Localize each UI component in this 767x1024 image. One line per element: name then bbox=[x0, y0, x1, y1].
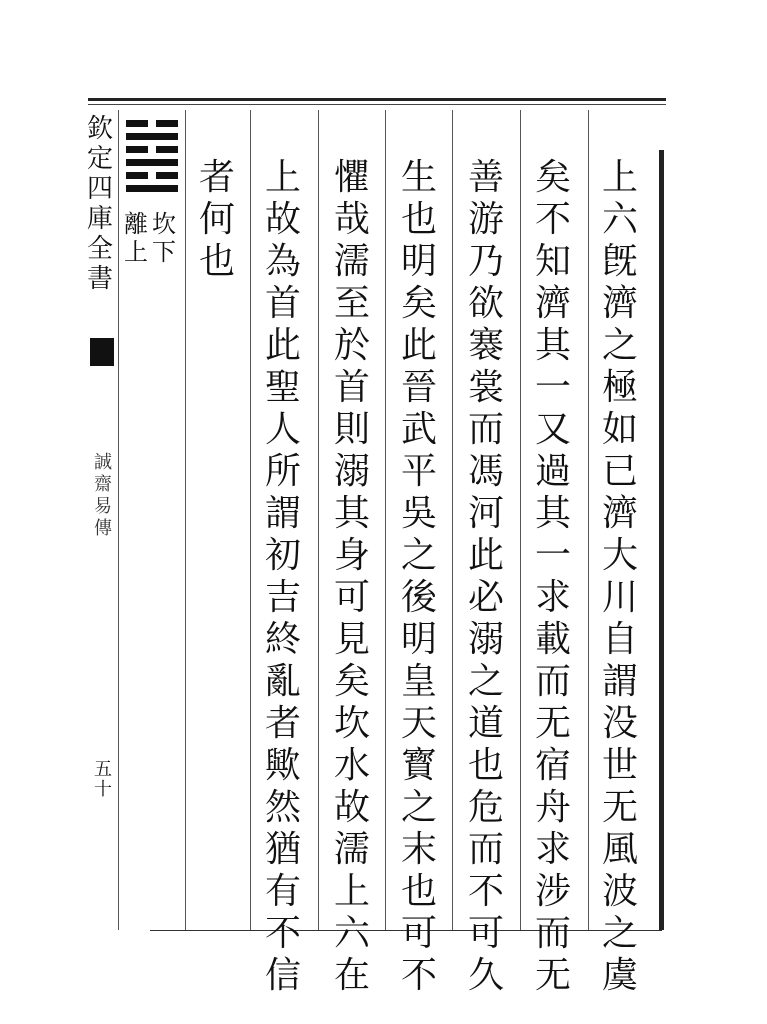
glyph: 見 bbox=[333, 619, 370, 660]
glyph: 不 bbox=[534, 199, 571, 240]
glyph: 旣 bbox=[601, 241, 638, 282]
glyph: 其 bbox=[534, 325, 571, 366]
glyph: 上 bbox=[601, 157, 638, 198]
column-divider bbox=[520, 110, 521, 930]
glyph: 定 bbox=[86, 144, 113, 174]
glyph: 人 bbox=[264, 409, 301, 450]
glyph: 溺 bbox=[467, 619, 504, 660]
hexagram-segment bbox=[126, 133, 178, 140]
glyph: 故 bbox=[264, 199, 301, 240]
glyph: 不 bbox=[264, 913, 301, 954]
collection-title bbox=[86, 108, 114, 294]
glyph: 為 bbox=[264, 241, 301, 282]
glyph: 溺 bbox=[333, 451, 370, 492]
glyph: 六 bbox=[333, 913, 370, 954]
hexagram-line-3 bbox=[126, 146, 178, 153]
glyph: 必 bbox=[467, 577, 504, 618]
glyph: 也 bbox=[467, 745, 504, 786]
glyph: 濟 bbox=[534, 283, 571, 324]
glyph: 濡 bbox=[333, 241, 370, 282]
glyph: 猶 bbox=[264, 829, 301, 870]
right-border bbox=[659, 150, 664, 930]
glyph: 此 bbox=[400, 325, 437, 366]
glyph: 一 bbox=[534, 535, 571, 576]
glyph: 求 bbox=[534, 577, 571, 618]
glyph: 平 bbox=[400, 451, 437, 492]
column-divider bbox=[318, 110, 319, 930]
glyph: 馮 bbox=[467, 451, 504, 492]
glyph: 身 bbox=[333, 535, 370, 576]
glyph: 然 bbox=[264, 787, 301, 828]
fish-tail-mark bbox=[90, 338, 114, 366]
column-divider bbox=[185, 110, 186, 930]
glyph: 可 bbox=[467, 913, 504, 954]
glyph: 水 bbox=[333, 745, 370, 786]
glyph: 故 bbox=[333, 787, 370, 828]
glyph: 其 bbox=[534, 493, 571, 534]
column-divider bbox=[588, 110, 589, 930]
glyph: 傳 bbox=[94, 518, 112, 539]
glyph: 而 bbox=[534, 913, 571, 954]
glyph: 裳 bbox=[467, 367, 504, 408]
glyph: 没 bbox=[601, 703, 638, 744]
glyph: 至 bbox=[333, 283, 370, 324]
page-number bbox=[92, 755, 114, 800]
glyph: 末 bbox=[400, 829, 437, 870]
glyph: 誠 bbox=[94, 452, 112, 473]
glyph: 濟 bbox=[601, 493, 638, 534]
hexagram-segment bbox=[156, 172, 178, 179]
column-divider bbox=[452, 110, 453, 930]
glyph: 此 bbox=[264, 325, 301, 366]
glyph: 下 bbox=[152, 238, 176, 266]
glyph: 其 bbox=[333, 493, 370, 534]
glyph: 首 bbox=[333, 367, 370, 408]
glyph: 後 bbox=[400, 577, 437, 618]
glyph: 之 bbox=[467, 661, 504, 702]
glyph: 在 bbox=[333, 955, 370, 996]
glyph: 歟 bbox=[264, 745, 301, 786]
trigram-upper-label bbox=[124, 204, 148, 266]
glyph: 可 bbox=[400, 913, 437, 954]
glyph: 明 bbox=[400, 619, 437, 660]
glyph: 游 bbox=[467, 199, 504, 240]
glyph: 上 bbox=[264, 157, 301, 198]
glyph: 齋 bbox=[94, 474, 112, 495]
glyph: 矣 bbox=[400, 283, 437, 324]
glyph: 宿 bbox=[534, 745, 571, 786]
glyph: 不 bbox=[400, 955, 437, 996]
glyph: 書 bbox=[86, 264, 113, 294]
glyph: 武 bbox=[400, 409, 437, 450]
glyph: 之 bbox=[400, 787, 437, 828]
glyph: 此 bbox=[467, 535, 504, 576]
glyph: 庫 bbox=[86, 204, 113, 234]
glyph: 濟 bbox=[601, 283, 638, 324]
glyph: 而 bbox=[534, 661, 571, 702]
glyph: 所 bbox=[264, 451, 301, 492]
glyph: 无 bbox=[534, 955, 571, 996]
text-column-4 bbox=[398, 157, 440, 1000]
hexagram-segment bbox=[156, 146, 178, 153]
glyph: 亂 bbox=[264, 661, 301, 702]
glyph: 危 bbox=[467, 787, 504, 828]
glyph: 極 bbox=[601, 367, 638, 408]
glyph: 晉 bbox=[400, 367, 437, 408]
hexagram-segment bbox=[126, 172, 148, 179]
glyph: 四 bbox=[86, 174, 113, 204]
text-column-2 bbox=[532, 157, 574, 1000]
glyph: 十 bbox=[94, 779, 112, 800]
glyph: 川 bbox=[601, 577, 638, 618]
glyph: 乃 bbox=[467, 241, 504, 282]
glyph: 舟 bbox=[534, 787, 571, 828]
glyph: 哉 bbox=[333, 199, 370, 240]
glyph: 吉 bbox=[264, 577, 301, 618]
glyph: 上 bbox=[124, 238, 148, 266]
text-column-7 bbox=[196, 157, 238, 286]
glyph: 初 bbox=[264, 535, 301, 576]
glyph: 善 bbox=[467, 157, 504, 198]
glyph: 何 bbox=[198, 199, 235, 240]
glyph: 謂 bbox=[264, 493, 301, 534]
glyph: 道 bbox=[467, 703, 504, 744]
glyph: 有 bbox=[264, 871, 301, 912]
glyph: 又 bbox=[534, 409, 571, 450]
text-column-3 bbox=[465, 157, 507, 1000]
glyph: 濡 bbox=[333, 829, 370, 870]
glyph: 欲 bbox=[467, 283, 504, 324]
glyph: 過 bbox=[534, 451, 571, 492]
hexagram-line-4 bbox=[126, 159, 178, 166]
hexagram-wei-ji-icon bbox=[126, 120, 178, 198]
glyph: 之 bbox=[601, 913, 638, 954]
glyph: 也 bbox=[198, 241, 235, 282]
glyph: 矣 bbox=[534, 157, 571, 198]
glyph: 者 bbox=[264, 703, 301, 744]
glyph: 自 bbox=[601, 619, 638, 660]
glyph: 知 bbox=[534, 241, 571, 282]
column-divider bbox=[385, 110, 386, 930]
glyph: 波 bbox=[601, 871, 638, 912]
glyph: 已 bbox=[601, 451, 638, 492]
glyph: 虞 bbox=[601, 955, 638, 996]
glyph: 易 bbox=[94, 496, 112, 517]
glyph: 天 bbox=[400, 703, 437, 744]
glyph: 則 bbox=[333, 409, 370, 450]
glyph: 矣 bbox=[333, 661, 370, 702]
glyph: 世 bbox=[601, 745, 638, 786]
glyph: 寳 bbox=[400, 745, 437, 786]
glyph: 坎 bbox=[152, 210, 176, 238]
glyph: 而 bbox=[467, 409, 504, 450]
glyph: 无 bbox=[534, 703, 571, 744]
glyph: 終 bbox=[264, 619, 301, 660]
glyph: 風 bbox=[601, 829, 638, 870]
hexagram-segment bbox=[126, 120, 148, 127]
glyph: 載 bbox=[534, 619, 571, 660]
glyph: 而 bbox=[467, 829, 504, 870]
glyph: 也 bbox=[400, 199, 437, 240]
book-title bbox=[92, 448, 114, 539]
glyph: 可 bbox=[333, 577, 370, 618]
glyph: 離 bbox=[124, 210, 148, 238]
glyph: 五 bbox=[94, 759, 112, 780]
glyph: 吳 bbox=[400, 493, 437, 534]
glyph: 明 bbox=[400, 241, 437, 282]
glyph: 者 bbox=[198, 157, 235, 198]
text-column-1 bbox=[599, 157, 641, 1000]
glyph: 於 bbox=[333, 325, 370, 366]
glyph: 大 bbox=[601, 535, 638, 576]
hexagram-segment bbox=[126, 146, 148, 153]
glyph: 全 bbox=[86, 234, 113, 264]
glyph: 之 bbox=[601, 325, 638, 366]
hexagram-line-1 bbox=[126, 120, 178, 127]
glyph: 无 bbox=[601, 787, 638, 828]
glyph: 生 bbox=[400, 157, 437, 198]
top-border-inner bbox=[88, 104, 666, 105]
glyph: 首 bbox=[264, 283, 301, 324]
text-column-5 bbox=[331, 157, 373, 1000]
column-divider bbox=[250, 110, 251, 930]
glyph: 褰 bbox=[467, 325, 504, 366]
glyph: 之 bbox=[400, 535, 437, 576]
glyph: 也 bbox=[400, 871, 437, 912]
glyph: 欽 bbox=[86, 114, 113, 144]
glyph: 求 bbox=[534, 829, 571, 870]
hexagram-line-2 bbox=[126, 133, 178, 140]
hexagram-segment bbox=[126, 159, 178, 166]
glyph: 不 bbox=[467, 871, 504, 912]
trigram-lower-label bbox=[152, 204, 176, 266]
hexagram-line-6 bbox=[126, 185, 178, 192]
glyph: 如 bbox=[601, 409, 638, 450]
glyph: 謂 bbox=[601, 661, 638, 702]
glyph: 坎 bbox=[333, 703, 370, 744]
glyph: 懼 bbox=[333, 157, 370, 198]
hexagram-segment bbox=[126, 185, 178, 192]
glyph: 皇 bbox=[400, 661, 437, 702]
hexagram-line-5 bbox=[126, 172, 178, 179]
glyph: 河 bbox=[467, 493, 504, 534]
glyph: 聖 bbox=[264, 367, 301, 408]
text-column-6 bbox=[262, 157, 304, 1000]
glyph: 上 bbox=[333, 871, 370, 912]
glyph: 涉 bbox=[534, 871, 571, 912]
margin-divider bbox=[118, 110, 119, 930]
glyph: 久 bbox=[467, 955, 504, 996]
glyph: 一 bbox=[534, 367, 571, 408]
glyph: 六 bbox=[601, 199, 638, 240]
glyph: 信 bbox=[264, 955, 301, 996]
top-border bbox=[88, 98, 666, 101]
hexagram-segment bbox=[156, 120, 178, 127]
